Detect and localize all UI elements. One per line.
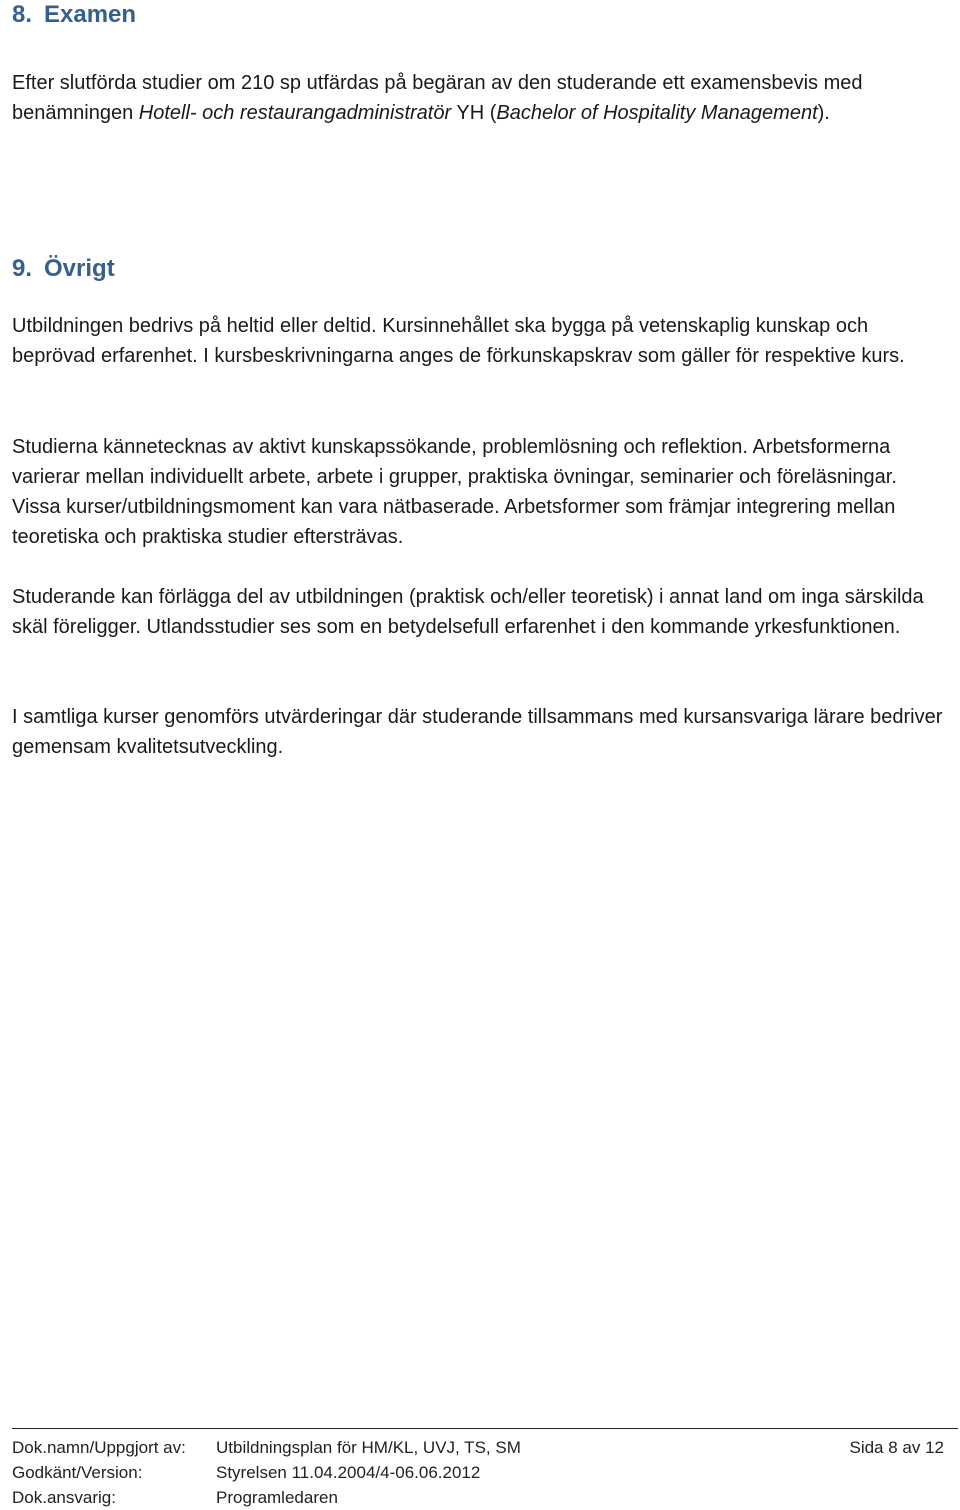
page-number: Sida 8 av 12 xyxy=(849,1438,944,1457)
footer-label: Godkänt/Version: xyxy=(12,1463,143,1482)
ovrigt-paragraph-4: I samtliga kurser genomförs utvärderingar där studerande tillsammans med kursansvariga lärare bedriver gemensam kvalitetsutveckling. xyxy=(12,706,943,758)
degree-title-english: Bachelor of Hospitality Management xyxy=(496,102,818,124)
section-heading-ovrigt xyxy=(12,254,115,284)
section-number: 9. xyxy=(12,255,33,282)
degree-title-swedish: Hotell- och restaurangadministratör xyxy=(138,102,452,124)
text-run: Efter slutförda studier om 210 sp utfärdas på begäran av den studerande ett examensbevis med benämningen xyxy=(12,72,863,124)
footer-label: Dok.ansvarig: xyxy=(12,1488,116,1507)
text-run: ). xyxy=(817,102,830,124)
ovrigt-paragraph-1: Utbildningen bedrivs på heltid eller deltid. Kursinnehållet ska bygga på vetenskaplig kunskap och beprövad erfarenhet. I kursbeskrivningarna anges de förkunskapskrav som gäller för respektive kurs. xyxy=(12,315,905,367)
footer-value: Utbildningsplan för HM/KL, UVJ, TS, SM xyxy=(216,1438,521,1457)
ovrigt-paragraph-2: Studierna kännetecknas av aktivt kunskapssökande, problemlösning och reflektion. Arbetsformerna varierar mellan individuellt arbete, arbete i grupper, praktiska övningar, seminarier och föreläsningar. Vissa kurser/utbildningsmoment kan vara nätbaserade. Arbetsformer som främjar integrering mellan teoretiska och praktiska studier eftersträvas. xyxy=(12,436,897,548)
section-title: Examen xyxy=(44,1,137,28)
footer-label: Dok.namn/Uppgjort av: xyxy=(12,1438,186,1457)
document-footer xyxy=(12,1428,958,1510)
footer-value: Styrelsen 11.04.2004/4-06.06.2012 xyxy=(216,1463,481,1482)
section-heading-examen xyxy=(12,0,136,30)
text-run: YH ( xyxy=(451,102,497,124)
section-title: Övrigt xyxy=(44,255,115,282)
section-number: 8. xyxy=(12,1,33,28)
footer-row-version xyxy=(12,1460,958,1485)
footer-row-docname xyxy=(12,1435,958,1460)
footer-row-responsible xyxy=(12,1485,958,1510)
examen-paragraph xyxy=(12,68,948,128)
footer-value: Programledaren xyxy=(216,1488,338,1507)
ovrigt-paragraph-3: Studerande kan förlägga del av utbildningen (praktisk och/eller teoretisk) i annat land om inga särskilda skäl föreligger. Utlandsstudier ses som en betydelsefull erfarenhet i den kommande yrkesfunktionen. xyxy=(12,586,924,638)
